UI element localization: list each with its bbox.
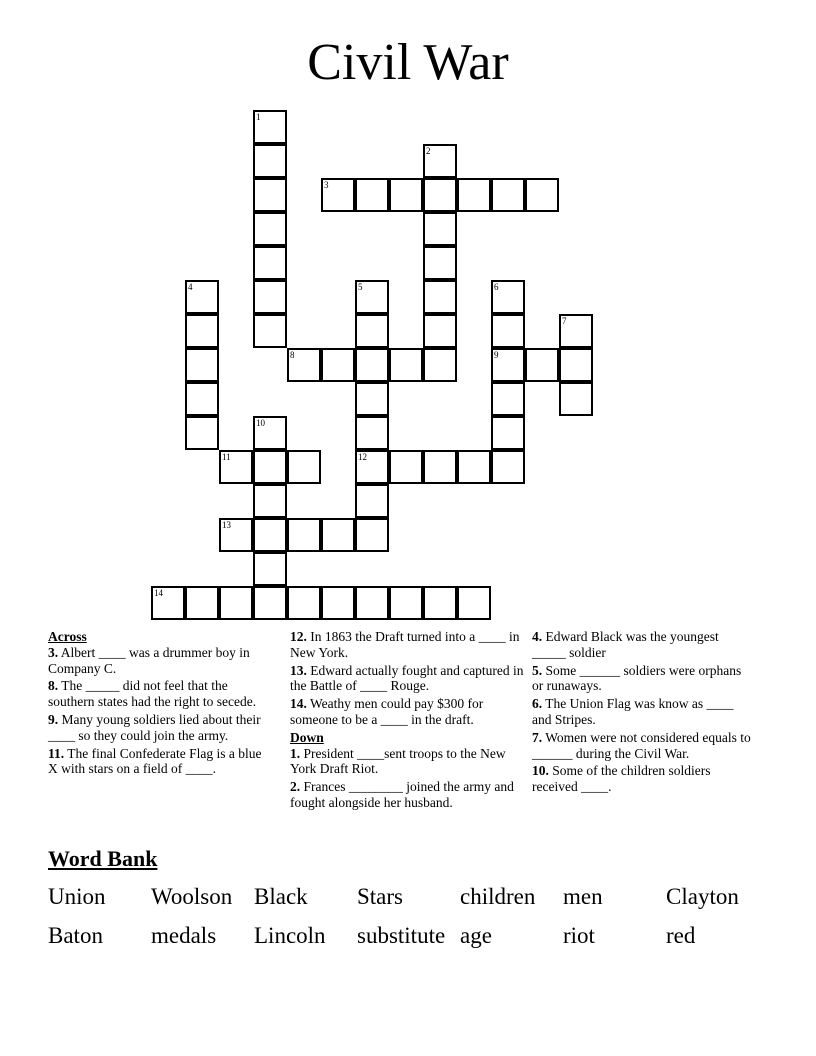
crossword-cell[interactable] xyxy=(185,382,219,416)
cell-number: 2 xyxy=(426,146,431,156)
page-title: Civil War xyxy=(307,34,509,91)
word-bank-item: red xyxy=(666,923,696,948)
crossword-cell[interactable] xyxy=(525,178,559,212)
crossword-cell[interactable] xyxy=(491,348,525,382)
crossword-cell[interactable] xyxy=(423,450,457,484)
crossword-cell[interactable] xyxy=(185,416,219,450)
crossword-cell[interactable] xyxy=(423,280,457,314)
crossword-cell[interactable] xyxy=(389,178,423,212)
clues-column-1 xyxy=(48,629,274,779)
clue-number: 5. xyxy=(532,662,543,678)
cell-number: 4 xyxy=(188,282,193,292)
clue-text: The _____ did not feel that the southern states had the right to secede. xyxy=(48,678,257,710)
clue-across-8 xyxy=(48,678,274,710)
crossword-cell[interactable] xyxy=(423,144,457,178)
cell-number: 13 xyxy=(222,520,231,530)
crossword-cell[interactable] xyxy=(559,348,593,382)
word-bank-title: Word Bank xyxy=(48,846,158,871)
crossword-cell[interactable] xyxy=(491,382,525,416)
word-bank-item: substitute xyxy=(357,923,446,948)
clue-text: Frances ________ joined the army and fought alongside her husband. xyxy=(290,779,514,810)
cell-number: 8 xyxy=(290,350,295,360)
clue-number: 12. xyxy=(290,629,307,644)
clue-text: Edward actually fought and captured in the Battle of ____ Rouge. xyxy=(290,662,524,694)
crossword-cell[interactable] xyxy=(389,450,423,484)
crossword-cell[interactable] xyxy=(287,518,321,552)
cell-number: 9 xyxy=(494,350,499,360)
clue-text: President ____sent troops to the New York Draft Riot. xyxy=(290,745,506,777)
cell-number: 7 xyxy=(562,316,567,326)
crossword-cell[interactable] xyxy=(355,314,389,348)
crossword-cell[interactable] xyxy=(355,450,389,484)
crossword-cell[interactable] xyxy=(253,416,287,450)
word-bank-item: Woolson xyxy=(151,884,233,909)
clue-down-5 xyxy=(532,663,752,695)
crossword-cell[interactable] xyxy=(253,144,287,178)
crossword-cell[interactable] xyxy=(219,450,253,484)
word-bank-item: Baton xyxy=(48,923,103,948)
cell-number: 5 xyxy=(358,282,363,292)
crossword-cell[interactable] xyxy=(355,280,389,314)
across-heading: Across xyxy=(48,629,87,644)
crossword-cell[interactable] xyxy=(423,212,457,246)
word-bank-item: men xyxy=(563,884,603,909)
crossword-cell[interactable] xyxy=(491,314,525,348)
crossword-cell[interactable] xyxy=(355,178,389,212)
clue-down-6 xyxy=(532,696,752,728)
crossword-cell[interactable] xyxy=(253,450,287,484)
crossword-cell[interactable] xyxy=(457,178,491,212)
crossword-cell[interactable] xyxy=(253,110,287,144)
clue-text: Some of the children soldiers received ____. xyxy=(532,763,711,795)
clue-down-2 xyxy=(290,779,526,811)
clue-across-13 xyxy=(290,663,526,695)
crossword-cell[interactable] xyxy=(423,178,457,212)
clue-down-7 xyxy=(532,730,752,762)
clue-across-12 xyxy=(290,629,526,661)
word-bank-item: children xyxy=(460,884,536,909)
crossword-cell[interactable] xyxy=(389,348,423,382)
clue-number: 14. xyxy=(290,696,307,712)
crossword-cell[interactable] xyxy=(491,280,525,314)
crossword-cell[interactable] xyxy=(355,518,389,552)
crossword-cell[interactable] xyxy=(321,178,355,212)
crossword-cell[interactable] xyxy=(185,314,219,348)
word-bank-item: age xyxy=(460,923,492,948)
crossword-cell[interactable] xyxy=(185,348,219,382)
word-bank-item: riot xyxy=(563,923,595,948)
clue-text: The Union Flag was know as ____ and Stripes. xyxy=(532,696,734,727)
clue-down-10 xyxy=(532,763,752,795)
crossword-cell[interactable] xyxy=(355,416,389,450)
clue-number: 8. xyxy=(48,678,59,694)
crossword-cell[interactable] xyxy=(525,348,559,382)
crossword-cell[interactable] xyxy=(355,348,389,382)
clue-down-1 xyxy=(290,746,526,778)
crossword-cell[interactable] xyxy=(321,586,355,620)
clue-text: Edward Black was the youngest _____ soldier xyxy=(532,629,719,660)
clue-number: 10. xyxy=(532,763,549,779)
crossword-cell[interactable] xyxy=(321,348,355,382)
crossword-cell[interactable] xyxy=(287,586,321,620)
word-bank-item: Union xyxy=(48,884,106,909)
crossword-cell[interactable] xyxy=(253,518,287,552)
crossword-cell[interactable] xyxy=(253,314,287,348)
word-bank-item: medals xyxy=(151,923,217,948)
crossword-cell[interactable] xyxy=(491,450,525,484)
crossword-cell[interactable] xyxy=(423,348,457,382)
clue-text: In 1863 the Draft turned into a ____ in New York. xyxy=(290,629,520,660)
crossword-cell[interactable] xyxy=(287,348,321,382)
cell-number: 11 xyxy=(222,452,231,462)
clue-number: 13. xyxy=(290,662,307,678)
crossword-cell[interactable] xyxy=(253,280,287,314)
cell-number: 6 xyxy=(494,282,499,292)
clue-number: 9. xyxy=(48,711,59,727)
crossword-cell[interactable] xyxy=(253,552,287,586)
crossword-cell[interactable] xyxy=(457,586,491,620)
clue-number: 6. xyxy=(532,696,543,712)
crossword-cell[interactable] xyxy=(355,382,389,416)
crossword-cell[interactable] xyxy=(559,314,593,348)
crossword-cell[interactable] xyxy=(253,586,287,620)
word-bank-item: Clayton xyxy=(666,884,739,909)
crossword-cell[interactable] xyxy=(491,416,525,450)
crossword-cell[interactable] xyxy=(253,178,287,212)
clue-number: 4. xyxy=(532,629,543,644)
clue-across-3 xyxy=(48,645,274,677)
clue-number: 7. xyxy=(532,729,543,745)
crossword-cell[interactable] xyxy=(457,450,491,484)
clue-text: Some ______ soldiers were orphans or runaways. xyxy=(532,662,742,694)
clue-text: Albert ____ was a drummer boy in Company C. xyxy=(48,644,250,676)
crossword-cell[interactable] xyxy=(185,280,219,314)
word-bank-item: Lincoln xyxy=(254,923,326,948)
clue-text: Women were not considered equals to ______ during the Civil War. xyxy=(532,729,751,761)
clue-text: The final Confederate Flag is a blue X with stars on a field of ____. xyxy=(48,745,262,777)
clue-number: 1. xyxy=(290,745,301,761)
crossword-cell[interactable] xyxy=(253,484,287,518)
crossword-cell[interactable] xyxy=(423,314,457,348)
clue-number: 3. xyxy=(48,644,59,660)
word-bank-item: Black xyxy=(254,884,308,909)
crossword-cell[interactable] xyxy=(423,586,457,620)
crossword-cell[interactable] xyxy=(151,586,185,620)
clue-across-9 xyxy=(48,712,274,744)
crossword-cell[interactable] xyxy=(253,212,287,246)
crossword-cell[interactable] xyxy=(219,586,253,620)
clue-across-11 xyxy=(48,746,274,778)
crossword-cell[interactable] xyxy=(219,518,253,552)
clue-text: Weathy men could pay $300 for someone to be a ____ in the draft. xyxy=(290,696,484,727)
clue-number: 2. xyxy=(290,779,301,795)
crossword-cell[interactable] xyxy=(185,586,219,620)
clues-column-3 xyxy=(532,629,752,797)
cell-number: 1 xyxy=(256,112,261,122)
cell-number: 3 xyxy=(324,180,329,190)
crossword-cell[interactable] xyxy=(491,178,525,212)
crossword-cell[interactable] xyxy=(355,484,389,518)
crossword-cell[interactable] xyxy=(287,450,321,484)
crossword-cell[interactable] xyxy=(253,246,287,280)
cell-number: 10 xyxy=(256,418,265,428)
crossword-cell[interactable] xyxy=(423,246,457,280)
crossword-cell[interactable] xyxy=(321,518,355,552)
crossword-cell[interactable] xyxy=(389,586,423,620)
clue-text: Many young soldiers lied about their ____ so they could join the army. xyxy=(48,711,261,743)
crossword-cell[interactable] xyxy=(559,382,593,416)
cell-number: 14 xyxy=(154,588,163,598)
clue-number: 11. xyxy=(48,745,65,761)
clue-across-14 xyxy=(290,696,526,728)
down-heading: Down xyxy=(290,729,324,745)
clues-column-2 xyxy=(290,629,526,813)
crossword-cell[interactable] xyxy=(355,586,389,620)
clue-down-4 xyxy=(532,629,752,661)
word-bank-item: Stars xyxy=(357,884,403,909)
cell-number: 12 xyxy=(358,452,367,462)
